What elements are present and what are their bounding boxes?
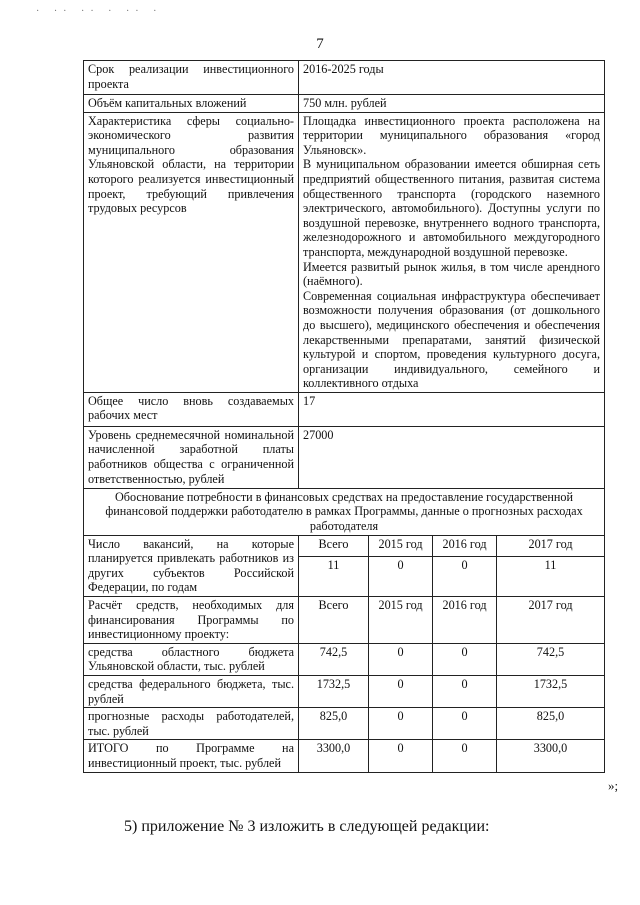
program-total-label: ИТОГО по Программе на инвестиционный проект, тыс. рублей	[84, 740, 299, 772]
year-header-2015: 2015 год	[369, 535, 433, 556]
table-row	[84, 61, 605, 95]
table-row	[84, 676, 605, 708]
sphere-paragraph: Современная социальная инфраструктура обеспечивает возможности получения образования (от дошкольного до высшего), медицинского обеспечения и обеспечения лекарственными препаратами, занятий физической культурой и спортом, проведения культурного досуга, организации индивидуального, семейного и коллективного отдыха	[303, 288, 600, 391]
vacancies-label: Число вакансий, на которые планируется привлекать работников из других субъектов Российской Федерации, по годам	[84, 535, 299, 596]
program-total-total: 3300,0	[299, 740, 369, 772]
table-row	[84, 740, 605, 772]
regional-budget-2016: 0	[433, 643, 497, 675]
justification-heading: Обоснование потребности в финансовых средствах на предоставление государственной финансовой поддержки работодателю в рамках Программы, данные о прогнозных расходах работодателя	[84, 488, 605, 535]
salary-label: Уровень среднемесячной номинальной начисленной заработной платы работников общества с ограниченной ответственностью, рублей	[84, 426, 299, 488]
federal-budget-total: 1732,5	[299, 676, 369, 708]
table-row	[84, 708, 605, 740]
program-total-2015: 0	[369, 740, 433, 772]
table-row	[84, 643, 605, 675]
year-header-2016: 2016 год	[433, 535, 497, 556]
vacancies-2015: 0	[369, 557, 433, 597]
table-row	[84, 392, 605, 426]
table-row	[84, 597, 605, 644]
calc-header-total: Всего	[299, 597, 369, 644]
vacancies-2016: 0	[433, 557, 497, 597]
table-row	[84, 95, 605, 113]
employer-expenses-2015: 0	[369, 708, 433, 740]
capital-label: Объём капитальных вложений	[84, 95, 299, 113]
employer-expenses-total: 825,0	[299, 708, 369, 740]
sphere-description	[299, 112, 605, 392]
next-item-text: 5) приложение № 3 изложить в следующей редакции:	[124, 818, 490, 835]
regional-budget-label: средства областного бюджета Ульяновской области, тыс. рублей	[84, 643, 299, 675]
table-row	[84, 112, 605, 392]
federal-budget-label: средства федерального бюджета, тыс. рублей	[84, 676, 299, 708]
table-row	[84, 535, 605, 556]
sphere-paragraph: В муниципальном образовании имеется обширная сеть предприятий общественного питания, развитая система общественного транспорта (городского наземного электрического, автомобильного). Доступны услуги по воздушной перевозке, внутреннего водного транспорта, железнодорожного и автомобильного междугородного транспорта, международной воздушной перевозке.	[303, 157, 600, 259]
year-header-total: Всего	[299, 535, 369, 556]
sphere-paragraph: Площадка инвестиционного проекта расположена на территории муниципального образования «город Ульяновск».	[303, 113, 600, 157]
investment-project-table	[83, 60, 605, 773]
page-number: 7	[316, 36, 324, 52]
vacancies-total: 11	[299, 557, 369, 597]
calc-header-2016: 2016 год	[433, 597, 497, 644]
table-row	[84, 488, 605, 535]
regional-budget-2017: 742,5	[497, 643, 605, 675]
capital-value: 750 млн. рублей	[299, 95, 605, 113]
sphere-label: Характеристика сферы социально-экономического развития муниципального образования Ульяновской области, на территории которого реализуется инвестиционный проект, требующий привлечения трудовых ресурсов	[84, 112, 299, 392]
federal-budget-2016: 0	[433, 676, 497, 708]
federal-budget-2017: 1732,5	[497, 676, 605, 708]
sphere-paragraph: Имеется развитый рынок жилья, в том числе арендного (наёмного).	[303, 259, 600, 289]
calc-header-2017: 2017 год	[497, 597, 605, 644]
table-row	[84, 426, 605, 488]
regional-budget-2015: 0	[369, 643, 433, 675]
jobs-value: 17	[299, 392, 605, 426]
closing-quote: »;	[608, 778, 619, 793]
vacancies-2017: 11	[497, 557, 605, 597]
employer-expenses-2016: 0	[433, 708, 497, 740]
salary-value: 27000	[299, 426, 605, 488]
federal-budget-2015: 0	[369, 676, 433, 708]
term-label: Срок реализации инвестиционного проекта	[84, 61, 299, 95]
employer-expenses-label: прогнозные расходы работодателей, тыс. рублей	[84, 708, 299, 740]
employer-expenses-2017: 825,0	[497, 708, 605, 740]
calc-header-2015: 2015 год	[369, 597, 433, 644]
scan-marks: · ·· ·· · ·· ·	[36, 6, 163, 17]
year-header-2017: 2017 год	[497, 535, 605, 556]
regional-budget-total: 742,5	[299, 643, 369, 675]
program-total-2017: 3300,0	[497, 740, 605, 772]
calc-label: Расчёт средств, необходимых для финансирования Программы по инвестиционному проекту:	[84, 597, 299, 644]
program-total-2016: 0	[433, 740, 497, 772]
jobs-label: Общее число вновь создаваемых рабочих мест	[84, 392, 299, 426]
term-value: 2016-2025 годы	[299, 61, 605, 95]
